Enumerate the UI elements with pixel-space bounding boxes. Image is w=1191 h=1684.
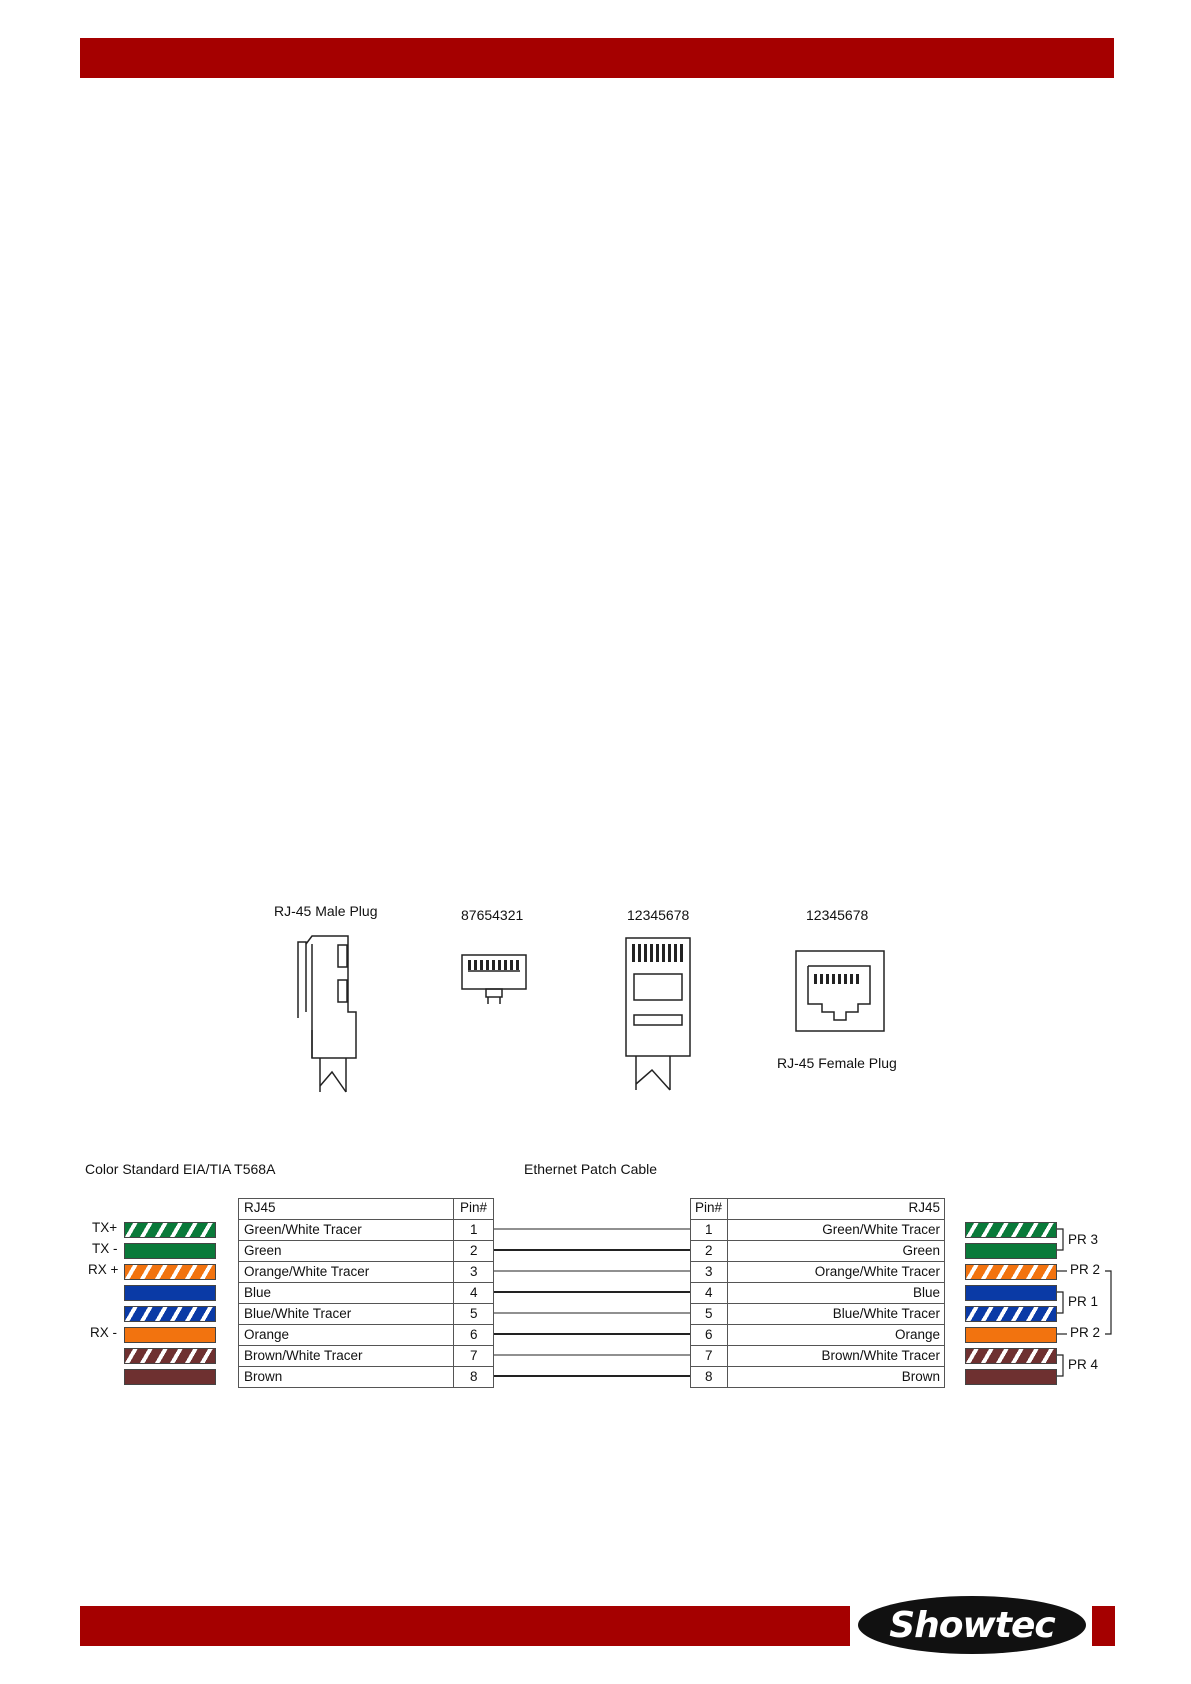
right-swatch-4 (965, 1285, 1057, 1301)
pin-number: 1 (470, 1222, 478, 1237)
table-row (691, 1240, 944, 1261)
table-header (691, 1198, 944, 1219)
table-row (691, 1261, 944, 1282)
right-swatch-3 (965, 1264, 1057, 1280)
color-name: Orange (244, 1327, 290, 1342)
color-name: Green/White Tracer (244, 1222, 362, 1237)
table-row (239, 1366, 493, 1387)
pr2-bracket (1105, 1271, 1111, 1334)
color-name: Orange/White Tracer (244, 1264, 370, 1279)
signal-label-3: RX + (88, 1262, 119, 1277)
footer-bar-left (80, 1606, 850, 1646)
pin-number: 1 (705, 1222, 713, 1237)
color-name: Blue/White Tracer (244, 1306, 352, 1321)
female-plug-label: RJ-45 Female Plug (777, 1055, 897, 1071)
brand-logo-text: Showtec (889, 1604, 1055, 1646)
right-swatch-7 (965, 1348, 1057, 1364)
footer-bar-right (1092, 1606, 1115, 1646)
pin-number: 4 (705, 1285, 713, 1300)
left-swatch-7 (124, 1348, 216, 1364)
table-row (239, 1303, 493, 1324)
pin-number: 8 (705, 1369, 713, 1384)
pair-label-pr3: PR 3 (1068, 1232, 1099, 1247)
pin-number: 6 (705, 1327, 713, 1342)
color-name: Brown/White Tracer (244, 1348, 363, 1363)
pin-number: 7 (470, 1348, 478, 1363)
female-pin-order: 12345678 (806, 907, 869, 923)
color-name: Green/White Tracer (822, 1222, 940, 1237)
pin-number: 3 (470, 1264, 478, 1279)
table-row (691, 1324, 944, 1345)
left-swatch-3 (124, 1264, 216, 1280)
male-plug-side-view (298, 936, 356, 1092)
pin-number: 8 (470, 1369, 478, 1384)
pr3-bracket (1057, 1229, 1063, 1250)
left-swatch-2 (124, 1243, 216, 1259)
header-rj45: RJ45 (908, 1200, 940, 1215)
color-name: Green (902, 1243, 940, 1258)
pr1-bracket (1057, 1292, 1063, 1313)
front-view-contacts (468, 960, 519, 970)
pin-number: 5 (470, 1306, 478, 1321)
right-swatch-1 (965, 1222, 1057, 1238)
left-swatch-5 (124, 1306, 216, 1322)
right-swatch-8 (965, 1369, 1057, 1385)
color-name: Brown/White Tracer (821, 1348, 940, 1363)
left-rj45-table (238, 1198, 494, 1388)
right-rj45-table (690, 1198, 945, 1388)
color-name: Green (244, 1243, 282, 1258)
pin-number: 2 (705, 1243, 713, 1258)
female-jack-view (796, 951, 884, 1031)
color-name: Blue (244, 1285, 272, 1300)
pin-number: 3 (705, 1264, 713, 1279)
patch-wires (494, 1198, 690, 1388)
jack-contacts (814, 974, 859, 984)
pin-number: 4 (470, 1285, 478, 1300)
pin-number: 6 (470, 1327, 478, 1342)
table-row (239, 1345, 493, 1366)
color-name: Orange (894, 1327, 940, 1342)
front-pin-order: 87654321 (461, 907, 524, 923)
right-swatch-2 (965, 1243, 1057, 1259)
color-standard-label: Color Standard EIA/TIA T568A (85, 1161, 276, 1177)
left-swatch-4 (124, 1285, 216, 1301)
signal-label-1: TX+ (92, 1220, 118, 1235)
pair-label-pr4: PR 4 (1068, 1357, 1099, 1372)
table-row (239, 1261, 493, 1282)
table-header (239, 1198, 493, 1219)
table-row (691, 1345, 944, 1366)
left-swatch-8 (124, 1369, 216, 1385)
table-row (239, 1282, 493, 1303)
color-name: Blue/White Tracer (832, 1306, 940, 1321)
side-pin-order: 12345678 (627, 907, 690, 923)
color-name: Orange/White Tracer (814, 1264, 940, 1279)
color-name: Brown (244, 1369, 283, 1384)
signal-label-2: TX - (92, 1241, 118, 1256)
right-swatch-6 (965, 1327, 1057, 1343)
pair-label-pr2-top: PR 2 (1070, 1262, 1101, 1277)
color-name: Blue (912, 1285, 940, 1300)
brand-logo (858, 1596, 1086, 1654)
table-row (239, 1324, 493, 1345)
color-name: Brown (901, 1369, 940, 1384)
table-row (691, 1282, 944, 1303)
signal-label-6: RX - (90, 1325, 117, 1340)
pr4-bracket (1057, 1355, 1063, 1376)
left-swatch-1 (124, 1222, 216, 1238)
header-pin: Pin# (460, 1200, 488, 1215)
table-row (239, 1240, 493, 1261)
right-swatch-5 (965, 1306, 1057, 1322)
header-pin: Pin# (695, 1200, 723, 1215)
table-row (691, 1366, 944, 1387)
pair-label-pr2-bottom: PR 2 (1070, 1325, 1101, 1340)
pin-number: 5 (705, 1306, 713, 1321)
pair-label-pr1: PR 1 (1068, 1294, 1099, 1309)
patch-cable-title: Ethernet Patch Cable (524, 1161, 658, 1177)
pin-number: 7 (705, 1348, 713, 1363)
male-plug-label: RJ-45 Male Plug (274, 903, 378, 919)
table-row (691, 1303, 944, 1324)
left-swatch-6 (124, 1327, 216, 1343)
header-rj45: RJ45 (244, 1200, 276, 1215)
pin-number: 2 (470, 1243, 478, 1258)
table-row (239, 1219, 493, 1240)
table-row (691, 1219, 944, 1240)
top-view-contacts (632, 944, 683, 962)
